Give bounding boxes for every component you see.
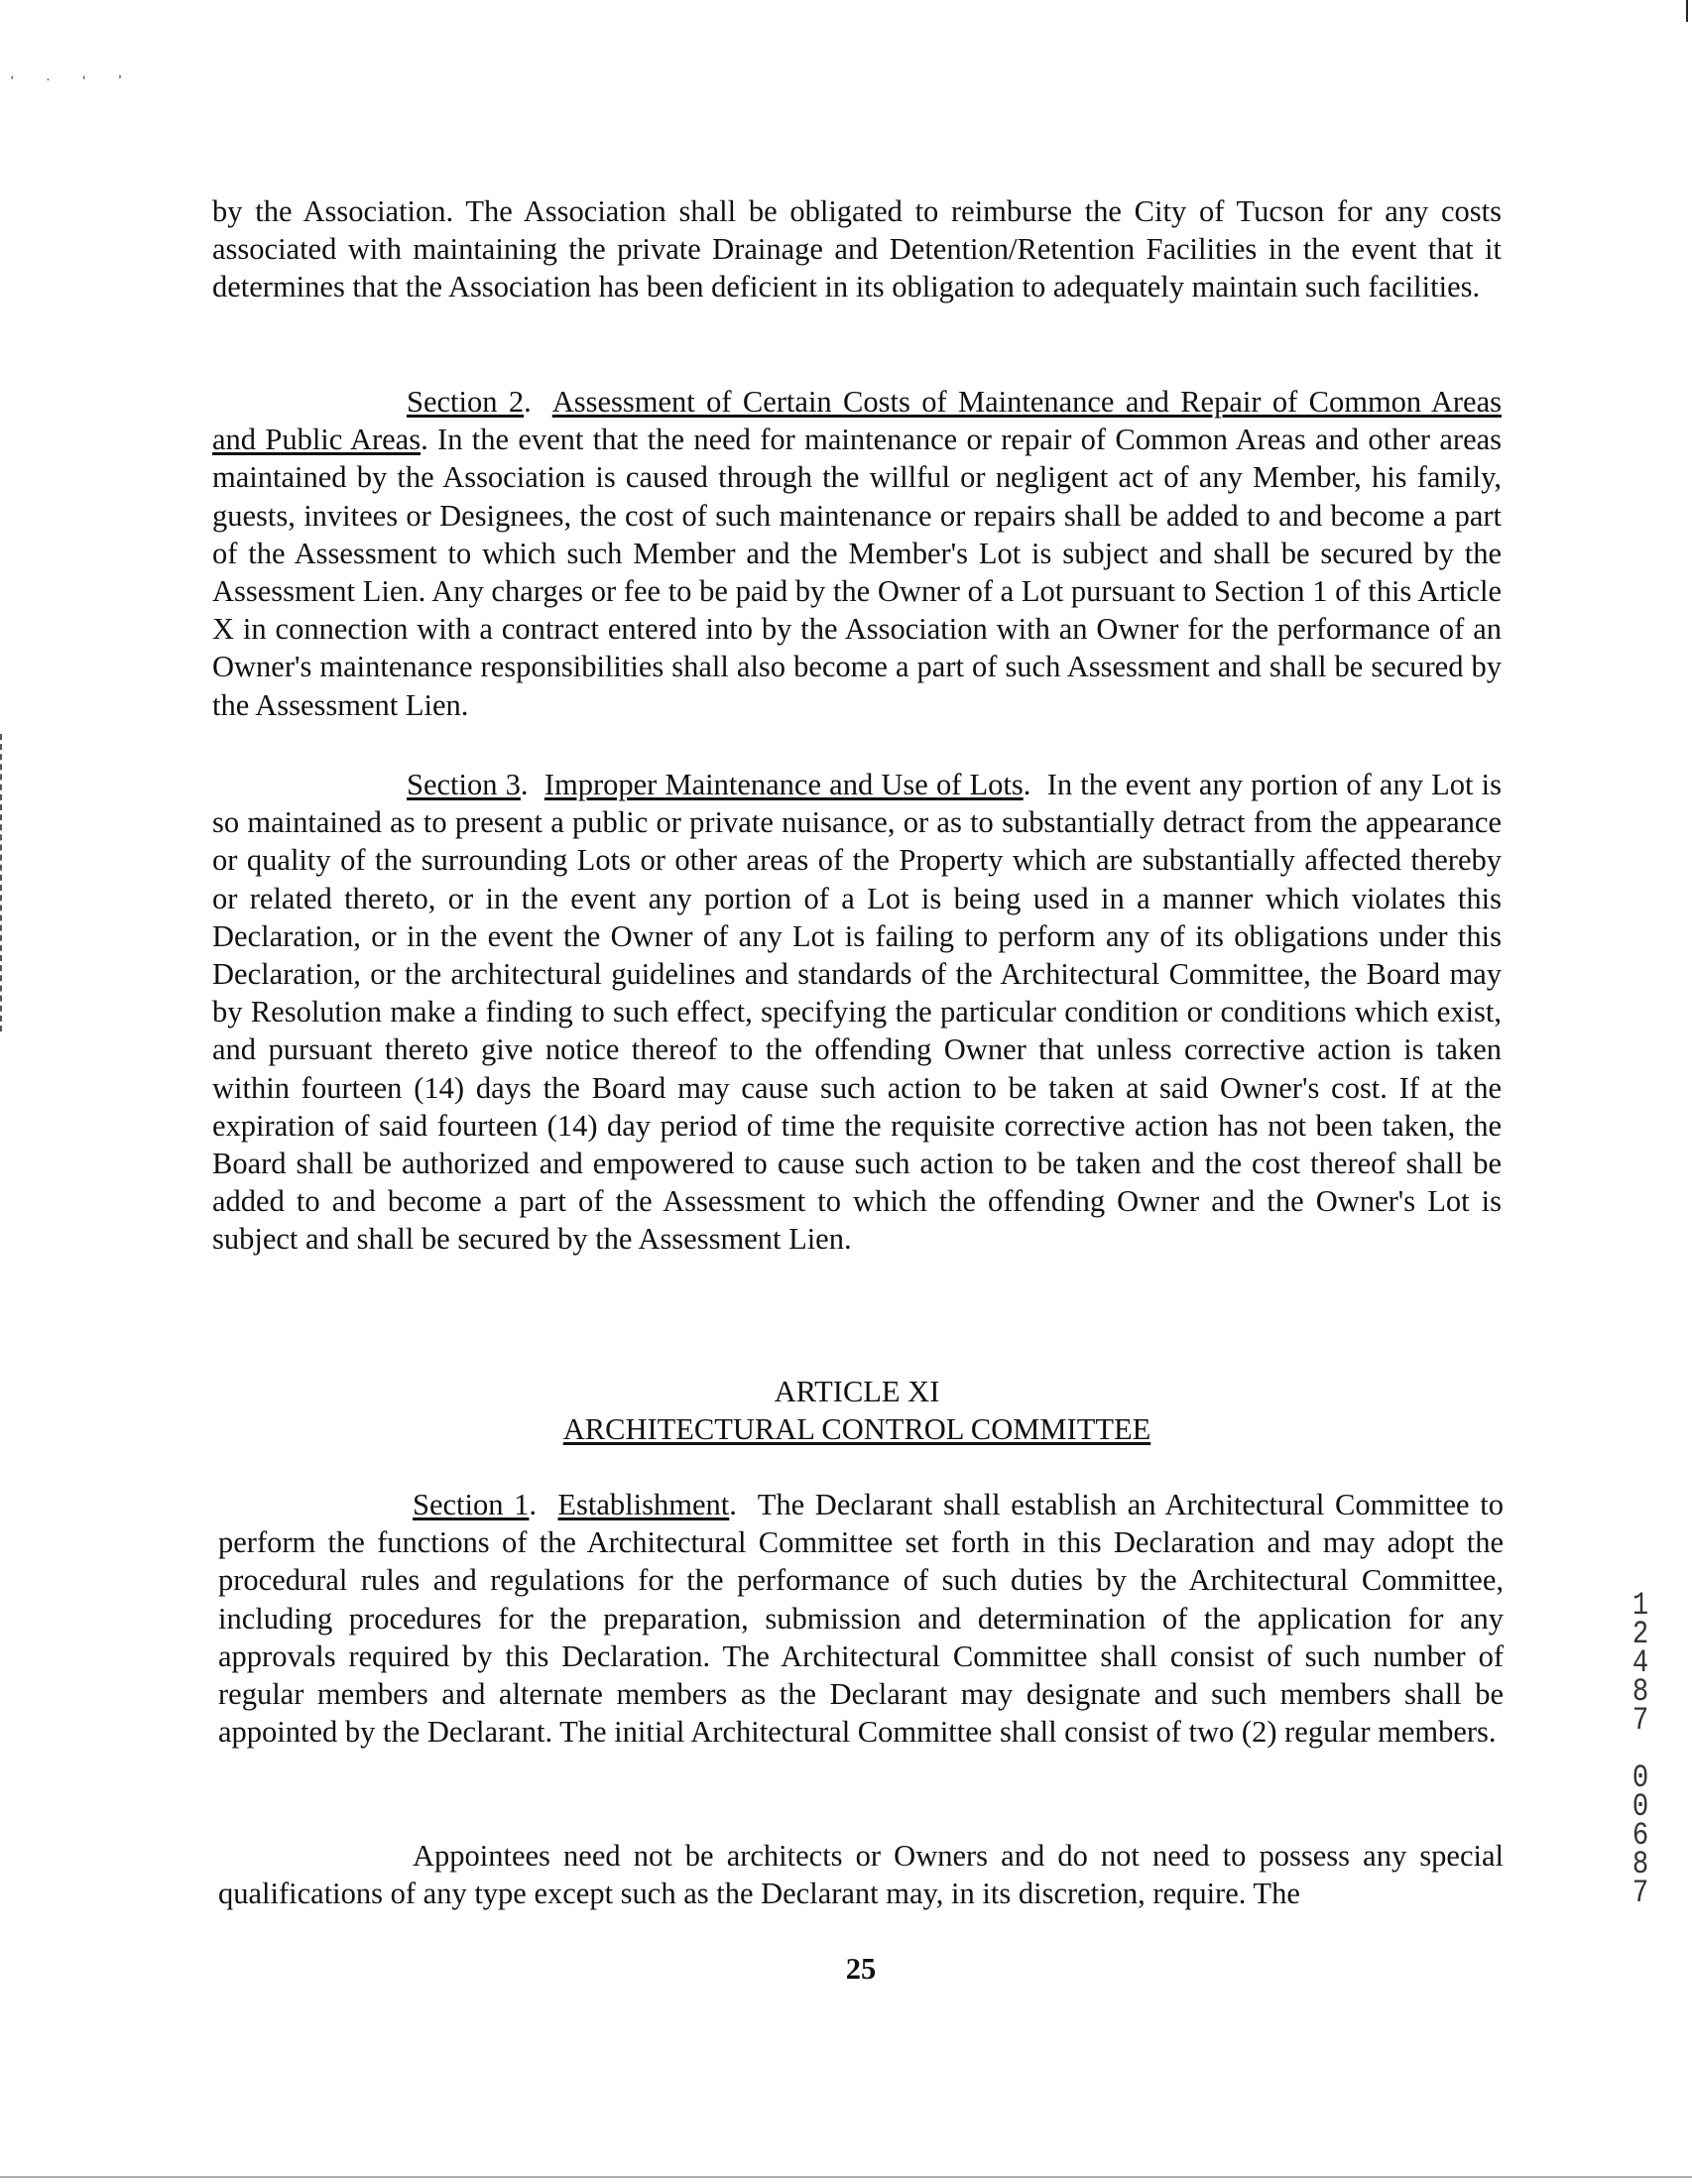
appointees-text: Appointees need not be architects or Owners and do not need to possess any special qualifications of any type except such as the Declarant may, in its discretion, require. The bbox=[218, 1839, 1504, 1911]
article-section-1-paragraph: Section 1. Establishment. The Declarant shall establish an Architectural Committee to perform the functions of the Architectural Committee set forth in this Declaration and may adopt the procedural rules and regulations for the performance of such duties by the Architectural Committee, including procedures for the preparation, submission and determination of the application for any approvals required by this Declaration. The Architectural Committee shall consist of such number of regular members and alternate members as the Declarant may designate and such members shall be appointed by the Declarant. The initial Architectural Committee shall consist of two (2) regular members. bbox=[218, 1488, 1504, 1750]
stamp-digit: 2 bbox=[1632, 1616, 1649, 1652]
section-2-body: In the event that the need for maintenance or repair of Common Areas and other areas maintained by the Association is caused through the willful or negligent act of any Member, his family, guests, invitees or Designees, the cost of such maintenance or repairs shall be added to and become a part of the Assessment to which such Member and the Member's Lot is subject and shall be secured by the Assessment Lien. Any charges or fee to be paid by the Owner of a Lot pursuant to Section 1 of this Article X in connection with a contract entered into by the Association with an Owner for the performance of an Owner's maintenance responsibilities shall also become a part of such Assessment and shall be secured by the Assessment Lien. bbox=[212, 423, 1503, 722]
stamp-digit: 1 bbox=[1632, 1587, 1649, 1624]
appointees-paragraph bbox=[218, 1837, 1504, 1912]
stamp-digit: 4 bbox=[1632, 1644, 1649, 1681]
stamp-digit: 0 bbox=[1632, 1788, 1649, 1825]
section-3-body: In the event any portion of any Lot is so maintained as to present a public or private nuisance, or as to substantially detract from the appearance or quality of the surrounding Lots or other areas of the Property which are substantially affected thereby or related thereto, or in the event any portion of a Lot is being used in a manner which violates this Declaration, or in the event the Owner of any Lot is failing to perform any of its obligations under this Declaration, or the architectural guidelines and standards of the Architectural Committee, the Board may by Resolution make a finding to such effect, specifying the particular condition or conditions which exist, and pursuant thereto give notice thereof to the offending Owner that unless corrective action is taken within fourteen (14) days the Board may cause such action to be taken at said Owner's cost. If at the expiration of said fourteen (14) day period of time the requisite corrective action has not been taken, the Board shall be authorized and empowered to cause such action to be taken and the cost thereof shall be added to and become a part of the Assessment to which the offending Owner and the Owner's Lot is subject and shall be secured by the Assessment Lien. bbox=[212, 768, 1502, 1257]
article-title: ARCHITECTURAL CONTROL COMMITTEE bbox=[562, 1412, 1151, 1446]
scan-left-edge bbox=[0, 734, 4, 1031]
section-2-paragraph: Section 2. Assessment of Certain Costs of Maintenance and Repair of Common Areas and Public Areas. In the event that the need for maintenance or repair of Common Areas and other areas maintained by the Association is caused through the willful or negligent act of any Member, his family, guests, invitees or Designees, the cost of such maintenance or repairs shall be added to and become a part of the Assessment to which such Member and the Member's Lot is subject and shall be secured by the Assessment Lien. Any charges or fee to be paid by the Owner of a Lot pursuant to Section 1 of this Article X in connection with a contract entered into by the Association with an Owner for the performance of an Owner's maintenance responsibilities shall also become a part of such Assessment and shall be secured by the Assessment Lien. bbox=[212, 385, 1503, 722]
paragraph-continuation bbox=[212, 192, 1502, 306]
article-title-wrapper bbox=[212, 1410, 1502, 1448]
paragraph-text: by the Association. The Association shall be obligated to reimburse the City of Tucson for any costs associated with maintaining the private Drainage and Detention/Retention Facilities in the event that it determines that the Association has been deficient in its obligation to adequately maintain such facilities. bbox=[212, 194, 1502, 304]
section-2-title: Assessment of Certain Costs of Maintenance and Repair of Common Areas and Public Areas bbox=[212, 385, 1502, 457]
stamp-digit: 8 bbox=[1632, 1673, 1649, 1710]
scan-edge-mark bbox=[1686, 0, 1688, 22]
stamp-digit: 8 bbox=[1632, 1846, 1649, 1882]
stamp-digit: 7 bbox=[1632, 1875, 1649, 1911]
page-number: 25 bbox=[845, 1952, 877, 1986]
article-section-1-body: The Declarant shall establish an Architectural Committee to perform the functions of the Architectural Committee set forth in this Declaration and may adopt the procedural rules and regulations for the performance of such duties by the Architectural Committee, including procedures for the preparation, submission and determination of the application for any approvals required by this Declaration. The Architectural Committee shall consist of such number of regular members and alternate members as the Declarant may designate and such members shall be appointed by the Declarant. The initial Architectural Committee shall consist of two (2) regular members. bbox=[218, 1488, 1504, 1750]
section-3-label: Section 3 bbox=[407, 768, 521, 801]
article-number: ARTICLE XI bbox=[774, 1375, 940, 1408]
section-3-paragraph: Section 3. Improper Maintenance and Use of Lots. In the event any portion of any Lot is so maintained as to present a public or private nuisance, or as to substantially detract from the appearance or quality of the surrounding Lots or other areas of the Property which are substantially affected thereby or related thereto, or in the event any portion of a Lot is being used in a manner which violates this Declaration, or in the event the Owner of any Lot is failing to perform any of its obligations under this Declaration, or the architectural guidelines and standards of the Architectural Committee, the Board may by Resolution make a finding to such effect, specifying the particular condition or conditions which exist, and pursuant thereto give notice thereof to the offending Owner that unless corrective action is taken within fourteen (14) days the Board may cause such action to be taken at said Owner's cost. If at the expiration of said fourteen (14) day period of time the requisite corrective action has not been taken, the Board shall be authorized and empowered to cause such action to be taken and the cost thereof shall be added to and become a part of the Assessment to which the offending Owner and the Owner's Lot is subject and shall be secured by the Assessment Lien. bbox=[212, 768, 1502, 1257]
scan-bottom-edge bbox=[0, 2176, 1692, 2178]
stamp-digit: 7 bbox=[1632, 1702, 1649, 1739]
article-section-1-label: Section 1 bbox=[413, 1488, 530, 1521]
section-2-label: Section 2 bbox=[407, 385, 525, 419]
scan-specks: ‘ · ‘ ’ bbox=[10, 73, 137, 88]
article-section-1-title: Establishment bbox=[557, 1488, 730, 1521]
stamp-digit: 0 bbox=[1632, 1759, 1649, 1796]
recording-stamp bbox=[1626, 1587, 1656, 1911]
stamp-digit: 6 bbox=[1632, 1817, 1649, 1854]
section-3-title: Improper Maintenance and Use of Lots bbox=[544, 768, 1024, 801]
